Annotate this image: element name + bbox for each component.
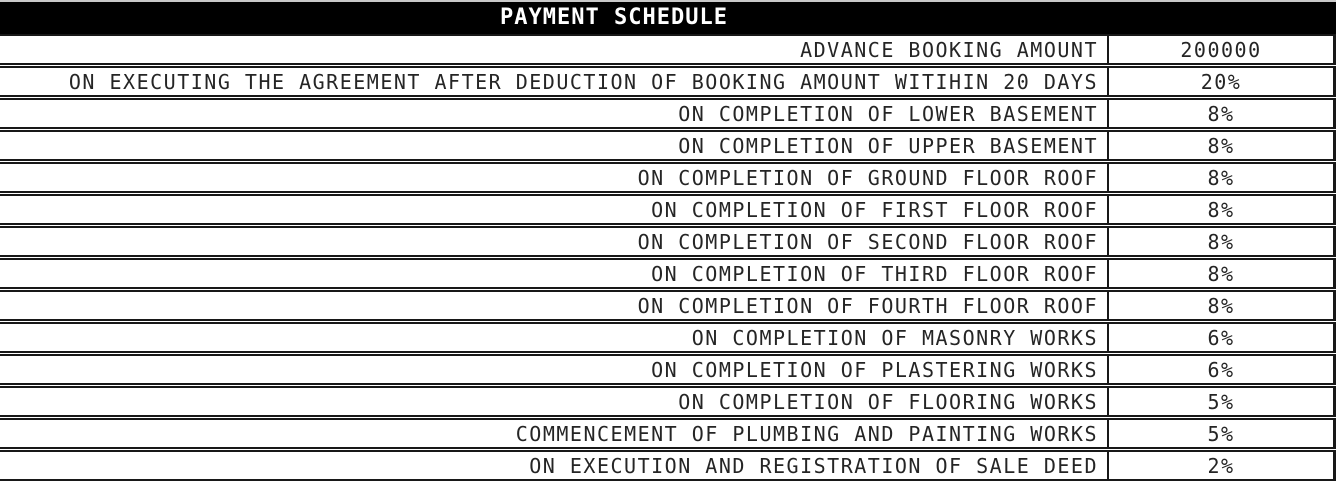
milestone-value: 8% xyxy=(1107,228,1333,255)
table-title: PAYMENT SCHEDULE xyxy=(500,5,728,30)
table-row xyxy=(0,450,1336,481)
milestone-value: 8% xyxy=(1107,196,1333,223)
milestone-value: 6% xyxy=(1107,324,1333,351)
milestone-value: 20% xyxy=(1107,68,1333,95)
milestone-label: ON COMPLETION OF SECOND FLOOR ROOF xyxy=(637,229,1098,254)
milestone-label: ON COMPLETION OF PLASTERING WORKS xyxy=(651,357,1098,382)
table-row xyxy=(0,258,1336,289)
milestone-value: 8% xyxy=(1107,164,1333,191)
table-row xyxy=(0,34,1336,65)
table-row xyxy=(0,226,1336,257)
milestone-label: ON COMPLETION OF MASONRY WORKS xyxy=(691,325,1098,350)
milestone-value: 2% xyxy=(1107,452,1333,479)
table-row xyxy=(0,194,1336,225)
table-row xyxy=(0,322,1336,353)
table-row xyxy=(0,162,1336,193)
table-row xyxy=(0,130,1336,161)
milestone-label: ON EXECUTING THE AGREEMENT AFTER DEDUCTION OF BOOKING AMOUNT WITIHIN 20 DAYS xyxy=(68,69,1098,94)
milestone-value: 8% xyxy=(1107,292,1333,319)
milestone-label: COMMENCEMENT OF PLUMBING AND PAINTING WORKS xyxy=(515,421,1098,446)
milestone-value: 200000 xyxy=(1107,36,1333,63)
table-title-bar xyxy=(0,2,1336,34)
milestone-label: ON COMPLETION OF UPPER BASEMENT xyxy=(678,133,1098,158)
table-row xyxy=(0,418,1336,449)
milestone-value: 5% xyxy=(1107,388,1333,415)
milestone-label: ON COMPLETION OF FIRST FLOOR ROOF xyxy=(651,197,1098,222)
table-row xyxy=(0,98,1336,129)
milestone-value: 8% xyxy=(1107,132,1333,159)
table-row xyxy=(0,290,1336,321)
milestone-label: ON COMPLETION OF LOWER BASEMENT xyxy=(678,101,1098,126)
milestone-label: ON COMPLETION OF FOURTH FLOOR ROOF xyxy=(637,293,1098,318)
table-row xyxy=(0,354,1336,385)
milestone-label: ON COMPLETION OF THIRD FLOOR ROOF xyxy=(651,261,1098,286)
milestone-label: ON COMPLETION OF GROUND FLOOR ROOF xyxy=(637,165,1098,190)
table-row xyxy=(0,66,1336,97)
table-body xyxy=(0,34,1336,481)
milestone-label: ON EXECUTION AND REGISTRATION OF SALE DEED xyxy=(529,453,1098,478)
table-row xyxy=(0,386,1336,417)
milestone-value: 5% xyxy=(1107,420,1333,447)
milestone-value: 6% xyxy=(1107,356,1333,383)
milestone-label: ADVANCE BOOKING AMOUNT xyxy=(800,37,1098,62)
milestone-value: 8% xyxy=(1107,260,1333,287)
milestone-value: 8% xyxy=(1107,100,1333,127)
milestone-label: ON COMPLETION OF FLOORING WORKS xyxy=(678,389,1098,414)
